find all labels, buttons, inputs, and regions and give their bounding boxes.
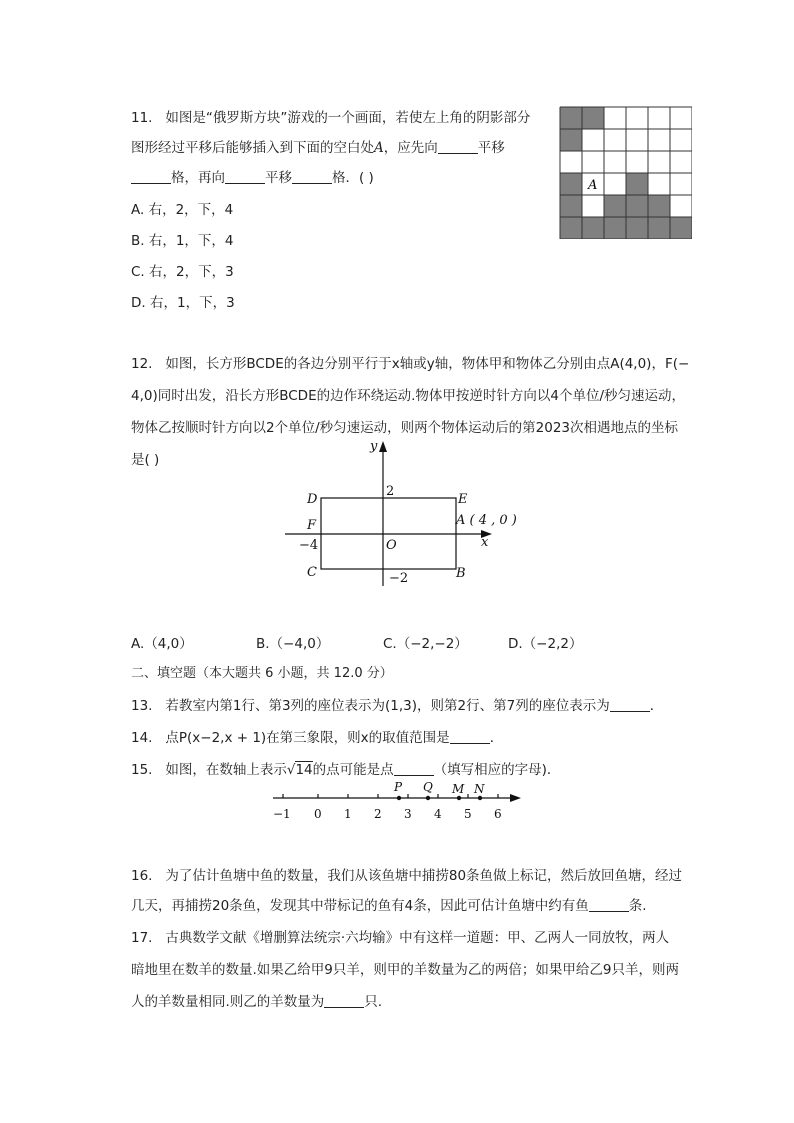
q11-option-b[interactable]: B. 右，1，下，4 (131, 233, 234, 249)
tick-label: 2 (374, 807, 382, 821)
point-c-label: C (307, 565, 317, 580)
grid-label-a: A (588, 178, 598, 193)
answer-blank[interactable] (394, 761, 434, 776)
q13-number: 13. (131, 698, 153, 714)
tick-neg4-label: −4 (299, 538, 319, 553)
q12-line3: 物体乙按顺时针方向以2个单位/秒匀速运动，则两个物体运动后的第2023次相遇地点的坐标 (131, 420, 678, 436)
q12-option-b[interactable]: B.（−4,0） (256, 636, 330, 652)
q12-option-d[interactable]: D.（−2,2） (508, 636, 583, 652)
tetris-grid-figure (559, 106, 692, 239)
answer-blank[interactable] (324, 993, 364, 1008)
tick-label: −1 (273, 807, 291, 821)
origin-label: O (386, 538, 397, 553)
q11-line1: 11. 如图是“俄罗斯方块”游戏的一个画面，若使左上角的阴影部分 (131, 110, 531, 126)
tick-label: 0 (314, 807, 322, 821)
tick-label: 1 (344, 807, 352, 821)
point-p-label: P (394, 780, 403, 794)
q11-option-c[interactable]: C. 右，2，下，3 (131, 264, 234, 280)
answer-blank[interactable] (292, 169, 332, 184)
q11-line3: 格，再向 平移 格．( ) (131, 166, 374, 186)
answer-blank[interactable] (131, 169, 171, 184)
q15-line: 15. 如图，在数轴上表示√14的点可能是点 （填写相应的字母)． (131, 762, 561, 778)
number-line-figure (268, 778, 528, 824)
q17-line3: 人的羊数量相同.则乙的羊数量为 只. (131, 994, 383, 1010)
answer-blank[interactable] (225, 169, 265, 184)
answer-blank[interactable] (450, 729, 490, 744)
q12-line1: 12. 如图，长方形BCDE的各边分别平行于x轴或y轴，物体甲和物体乙分别由点A(4,0)，F(− (131, 356, 690, 372)
point-n-label: N (474, 782, 485, 796)
point-a-label: A ( 4 , 0 ) (456, 513, 517, 528)
q17-line2: 暗地里在数羊的数量.如果乙给甲9只羊，则甲的羊数量为乙的两倍；如果甲给乙9只羊，则两 (131, 962, 679, 978)
point-q-label: Q (423, 780, 433, 794)
point-f-label: F (307, 518, 317, 533)
q17-number: 17. (131, 930, 153, 946)
q12-line2: 4,0)同时出发，沿长方形BCDE的边作环绕运动.物体甲按逆时针方向以4个单位/秒匀速运动， (131, 388, 686, 404)
point-d-label: D (307, 492, 318, 507)
y-axis-label: y (370, 439, 378, 454)
tick-label: 3 (404, 807, 412, 821)
q16-line2: 几天，再捕捞20条鱼，发现其中带标记的鱼有4条，因此可估计鱼塘中约有鱼 条. (131, 898, 647, 914)
q11-option-d[interactable]: D. 右，1，下，3 (131, 295, 235, 311)
q12-option-c[interactable]: C.（−2,−2） (383, 636, 468, 652)
tick-label: 4 (434, 807, 442, 821)
q11-line2: 图形经过平移后能够插入到下面的空白处A，应先向 平移 (131, 140, 505, 156)
answer-blank[interactable] (589, 897, 629, 912)
tick-neg2-label: −2 (389, 571, 409, 586)
section-heading: 二、填空题（本大题共 6 小题，共 12.0 分） (131, 666, 393, 681)
q12-number: 12. (131, 356, 153, 372)
tick-label: 5 (464, 807, 472, 821)
sqrt-radicand: 14 (295, 762, 313, 778)
sqrt-symbol: √ (286, 762, 296, 778)
point-e-label: E (458, 492, 468, 507)
q14-line: 14. 点P(x−2,x + 1)在第三象限，则x的取值范围是 ． (131, 730, 504, 746)
answer-blank[interactable] (438, 139, 478, 154)
tick-2-label: 2 (386, 484, 395, 499)
point-m-label: M (452, 782, 465, 796)
rectangle-coordinate-figure (280, 436, 520, 596)
point-b-label: B (456, 566, 466, 581)
q13-line: 13. 若教室内第1行、第3列的座位表示为(1,3)，则第2行、第7列的座位表示为 ． (131, 698, 664, 714)
q12-option-a[interactable]: A.（4,0） (131, 636, 193, 652)
q12-line4: 是( ) (131, 452, 160, 468)
q11-option-a[interactable]: A. 右，2，下，4 (131, 202, 234, 218)
q11-number: 11. (131, 110, 153, 126)
q15-number: 15. (131, 762, 153, 778)
answer-blank[interactable] (610, 697, 650, 712)
q16-number: 16. (131, 868, 153, 884)
q16-line1: 16. 为了估计鱼塘中鱼的数量，我们从该鱼塘中捕捞80条鱼做上标记，然后放回鱼塘，经过 (131, 868, 683, 884)
q17-line1: 17. 古典数学文献《增删算法统宗·六均输》中有这样一道题：甲、乙两人一同放牧，两人 (131, 930, 670, 946)
tick-label: 6 (494, 807, 502, 821)
q14-number: 14. (131, 730, 153, 746)
x-axis-label: x (481, 535, 489, 550)
